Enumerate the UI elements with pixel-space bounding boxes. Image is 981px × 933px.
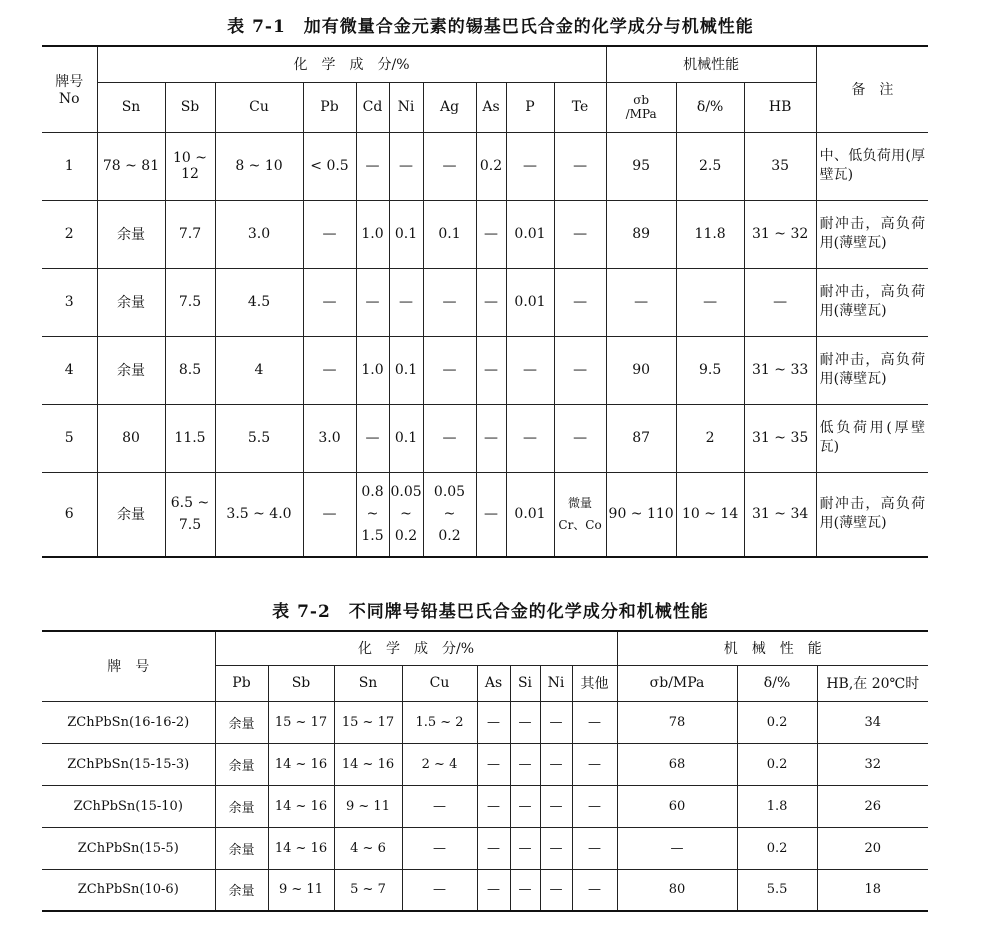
t1-cell-remark: 耐冲击，高负荷用(薄壁瓦) [816,336,928,404]
t2-cell-pb: 余量 [215,827,268,869]
t2-cell-grade: ZChPbSn(15-5) [42,827,215,869]
t1-col-sigma [606,82,676,132]
t1-cell-sb: 7.5 [165,268,215,336]
t1-cell-pb: — [303,472,356,557]
t2-cell-sn: 14 ~ 16 [334,743,402,785]
t1-cell-sn: 余量 [97,336,165,404]
t2-cell-hb: 20 [817,827,928,869]
t2-cell-grade: ZChPbSn(16-16-2) [42,701,215,743]
t1-cell-remark: 耐冲击，高负荷用(薄壁瓦) [816,268,928,336]
t2-cell-sigma: 80 [617,869,737,911]
t1-cell-hb: 31 ~ 33 [744,336,816,404]
table-row [42,200,928,268]
t1-cell-no: 6 [42,472,97,557]
t1-col-te: Te [554,82,606,132]
t2-cell-sb: 14 ~ 16 [268,785,334,827]
t1-cell-cd: — [356,404,389,472]
table-row [42,472,928,557]
t1-col-sb: Sb [165,82,215,132]
t1-sb-line1: 6.5 ~ [170,495,210,512]
t1-cell-te [554,472,606,557]
t1-cell-sn: 余量 [97,472,165,557]
t1-sigma-symbol: σb [633,93,650,107]
t1-mech-group-header: 机械性能 [606,46,816,82]
t2-cell-as: — [477,869,510,911]
t2-cell-sn: 4 ~ 6 [334,827,402,869]
t1-ni-line3: 0.2 [394,528,418,545]
t1-col-as: As [476,82,506,132]
t1-cell-cu: 3.0 [215,200,303,268]
t1-cell-sb: 10 ~ 12 [165,132,215,200]
t2-cell-sn: 5 ~ 7 [334,869,402,911]
t1-cell-cd: 1.0 [356,200,389,268]
t1-cell-sb [165,472,215,557]
t1-cell-hb: 35 [744,132,816,200]
t1-cell-as: — [476,472,506,557]
t2-col-as: As [477,665,510,701]
t1-cell-ni: 0.1 [389,336,423,404]
t1-cell-as: — [476,200,506,268]
t2-cell-pb: 余量 [215,701,268,743]
t1-cell-as: 0.2 [476,132,506,200]
t2-cell-grade: ZChPbSn(15-15-3) [42,743,215,785]
t1-cell-remark: 耐冲击，高负荷用(薄壁瓦) [816,472,928,557]
t1-chem-group-header: 化 学 成 分/% [97,46,606,82]
t1-cell-no: 1 [42,132,97,200]
t2-cell-cu: 2 ~ 4 [402,743,477,785]
t1-col-pb: Pb [303,82,356,132]
t1-cell-ag: — [423,336,476,404]
t1-cell-ni: 0.1 [389,404,423,472]
t2-cell-hb: 18 [817,869,928,911]
t1-cell-cu: 8 ~ 10 [215,132,303,200]
table-row [42,268,928,336]
table2 [42,630,928,912]
t1-cell-sb: 7.7 [165,200,215,268]
t2-cell-other: — [572,743,617,785]
t1-cell-cd: 1.0 [356,336,389,404]
t1-cell-ag: — [423,404,476,472]
t2-col-sn: Sn [334,665,402,701]
t1-cell-ni: 0.1 [389,200,423,268]
table-row [42,404,928,472]
t2-cell-delta: 1.8 [737,785,817,827]
t2-col-delta: δ/% [737,665,817,701]
t1-cell-sn: 80 [97,404,165,472]
t2-cell-si: — [510,743,540,785]
t1-cell-delta: 10 ~ 14 [676,472,744,557]
t1-col-hb: HB [744,82,816,132]
t1-cell-delta: 2.5 [676,132,744,200]
t2-cell-pb: 余量 [215,869,268,911]
table1-header-row-1 [42,46,928,82]
table-row [42,827,928,869]
t2-mech-group-header: 机 械 性 能 [617,631,928,665]
t2-col-sigma: σb/MPa [617,665,737,701]
t1-cell-as: — [476,268,506,336]
t1-cell-ag: 0.1 [423,200,476,268]
t1-cell-p: — [506,336,554,404]
t2-cell-sn: 15 ~ 17 [334,701,402,743]
t2-cell-delta: 0.2 [737,743,817,785]
t1-cell-sigma: 90 [606,336,676,404]
t1-col-p: P [506,82,554,132]
t1-cell-te: — [554,200,606,268]
t2-cell-hb: 32 [817,743,928,785]
t2-cell-ni: — [540,869,572,911]
table-row [42,785,928,827]
t1-ag-line1: 0.05 [433,484,466,501]
table1-row6-body [42,472,928,557]
t1-cell-sn: 余量 [97,268,165,336]
t2-cell-as: — [477,701,510,743]
t1-cell-te: — [554,132,606,200]
t1-cell-remark: 低负荷用(厚壁瓦) [816,404,928,472]
t1-cell-cu: 4 [215,336,303,404]
t1-remark-header: 备 注 [816,46,928,132]
table2-header-row-1 [42,631,928,665]
t1-cell-cu: 5.5 [215,404,303,472]
t1-col-sn: Sn [97,82,165,132]
t2-cell-grade: ZChPbSn(15-10) [42,785,215,827]
t1-cell-te: — [554,268,606,336]
t2-cell-si: — [510,827,540,869]
t1-cell-remark: 耐冲击，高负荷用(薄壁瓦) [816,200,928,268]
t2-cell-sigma: 60 [617,785,737,827]
t2-cell-cu: — [402,869,477,911]
t1-cell-p: — [506,132,554,200]
t2-cell-other: — [572,785,617,827]
t2-col-pb: Pb [215,665,268,701]
t2-cell-as: — [477,785,510,827]
t1-cell-pb: — [303,336,356,404]
t2-cell-ni: — [540,743,572,785]
t1-cell-cd: — [356,132,389,200]
t1-cell-cd [356,472,389,557]
t2-cell-delta: 5.5 [737,869,817,911]
t1-cell-no: 3 [42,268,97,336]
t2-cell-ni: — [540,785,572,827]
t2-col-hb: HB,在 20℃时 [817,665,928,701]
t2-cell-grade: ZChPbSn(10-6) [42,869,215,911]
t2-cell-sb: 14 ~ 16 [268,827,334,869]
table-row [42,336,928,404]
t1-col-cd: Cd [356,82,389,132]
t1-cell-sn: 余量 [97,200,165,268]
t2-cell-pb: 余量 [215,785,268,827]
t2-cell-sb: 14 ~ 16 [268,743,334,785]
table-row [42,869,928,911]
t1-cell-pb: 3.0 [303,404,356,472]
t1-cell-as: — [476,336,506,404]
t2-cell-cu: — [402,785,477,827]
t2-col-other: 其他 [572,665,617,701]
t1-cell-sigma: — [606,268,676,336]
t1-ag-line2: ~ [443,506,456,523]
t1-col-delta: δ/% [676,82,744,132]
t2-cell-sb: 9 ~ 11 [268,869,334,911]
table1 [42,45,928,558]
t1-cell-hb: 31 ~ 35 [744,404,816,472]
t1-cell-sb: 8.5 [165,336,215,404]
t1-cell-p: — [506,404,554,472]
t1-cell-remark: 中、低负荷用(厚壁瓦) [816,132,928,200]
t1-cell-pb: — [303,200,356,268]
t1-cell-sb: 11.5 [165,404,215,472]
t1-cd-line1: 0.8 [361,484,384,501]
t1-cell-pb: < 0.5 [303,132,356,200]
t2-cell-cu: — [402,827,477,869]
t2-cell-as: — [477,743,510,785]
t2-col-cu: Cu [402,665,477,701]
t1-cell-pb: — [303,268,356,336]
table-row [42,132,928,200]
t1-col-ag: Ag [423,82,476,132]
table-row [42,743,928,785]
t2-cell-other: — [572,827,617,869]
t1-cell-ag [423,472,476,557]
t1-cell-ag: — [423,132,476,200]
t2-cell-si: — [510,869,540,911]
t1-cell-hb: 31 ~ 32 [744,200,816,268]
t2-cell-si: — [510,785,540,827]
t1-cell-p: 0.01 [506,472,554,557]
t2-cell-sigma: 78 [617,701,737,743]
t2-cell-si: — [510,701,540,743]
t1-cell-ag: — [423,268,476,336]
t2-cell-hb: 26 [817,785,928,827]
t1-col-cu: Cu [215,82,303,132]
t1-cell-p: 0.01 [506,200,554,268]
t1-cell-ni [389,472,423,557]
t1-cell-sn: 78 ~ 81 [97,132,165,200]
t2-cell-other: — [572,701,617,743]
t1-ni-line2: ~ [400,506,412,523]
t1-cell-cd: — [356,268,389,336]
t1-no-sub: No [58,91,80,108]
t1-ag-line3: 0.2 [438,528,461,545]
t2-cell-ni: — [540,701,572,743]
t1-cell-as: — [476,404,506,472]
t1-no-header [42,46,97,132]
table2-caption: 表 7-2 不同牌号铅基巴氏合金的化学成分和机械性能 [272,602,709,622]
t2-cell-hb: 34 [817,701,928,743]
t2-grade-header: 牌 号 [42,631,215,701]
t1-cell-delta: 9.5 [676,336,744,404]
t2-col-ni: Ni [540,665,572,701]
t1-cell-sigma: 87 [606,404,676,472]
t1-cell-sigma: 95 [606,132,676,200]
t1-cell-sigma: 90 ~ 110 [606,472,676,557]
t1-cell-no: 5 [42,404,97,472]
t1-cell-cu: 3.5 ~ 4.0 [215,472,303,557]
t1-cell-ni: — [389,268,423,336]
t1-cell-cu: 4.5 [215,268,303,336]
t1-cell-delta: 2 [676,404,744,472]
t1-cell-hb: — [744,268,816,336]
t1-cell-sigma: 89 [606,200,676,268]
table1-header-row-2 [42,82,928,132]
t2-cell-sigma: — [617,827,737,869]
t2-cell-ni: — [540,827,572,869]
t1-sigma-unit: /MPa [625,107,657,121]
t2-cell-sn: 9 ~ 11 [334,785,402,827]
t1-cell-p: 0.01 [506,268,554,336]
t2-cell-sb: 15 ~ 17 [268,701,334,743]
t1-te-line1: 微量 [568,496,593,511]
table2-body [42,701,928,911]
t1-col-ni: Ni [389,82,423,132]
t1-sb-line2: 7.5 [178,517,202,534]
t2-cell-pb: 余量 [215,743,268,785]
table1-body [42,132,928,472]
t1-cell-te: — [554,336,606,404]
t1-te-line2: Cr、Co [558,518,602,533]
t1-no-label: 牌号 [55,74,84,91]
t2-cell-other: — [572,869,617,911]
t2-col-sb: Sb [268,665,334,701]
t2-cell-as: — [477,827,510,869]
t2-col-si: Si [510,665,540,701]
t1-cell-delta: 11.8 [676,200,744,268]
table-row [42,701,928,743]
t1-cell-no: 2 [42,200,97,268]
t2-cell-delta: 0.2 [737,701,817,743]
t1-ni-line1: 0.05 [390,484,422,501]
t1-cell-no: 4 [42,336,97,404]
t1-cell-hb: 31 ~ 34 [744,472,816,557]
t1-cell-te: — [554,404,606,472]
table1-caption: 表 7-1 加有微量合金元素的锡基巴氏合金的化学成分与机械性能 [227,17,754,37]
t2-chem-group-header: 化 学 成 分/% [215,631,617,665]
t1-cell-ni: — [389,132,423,200]
t1-cd-line3: 1.5 [361,528,384,545]
t2-cell-delta: 0.2 [737,827,817,869]
t2-cell-sigma: 68 [617,743,737,785]
t2-cell-cu: 1.5 ~ 2 [402,701,477,743]
t1-cell-delta: — [676,268,744,336]
t1-cd-line2: ~ [366,506,379,523]
